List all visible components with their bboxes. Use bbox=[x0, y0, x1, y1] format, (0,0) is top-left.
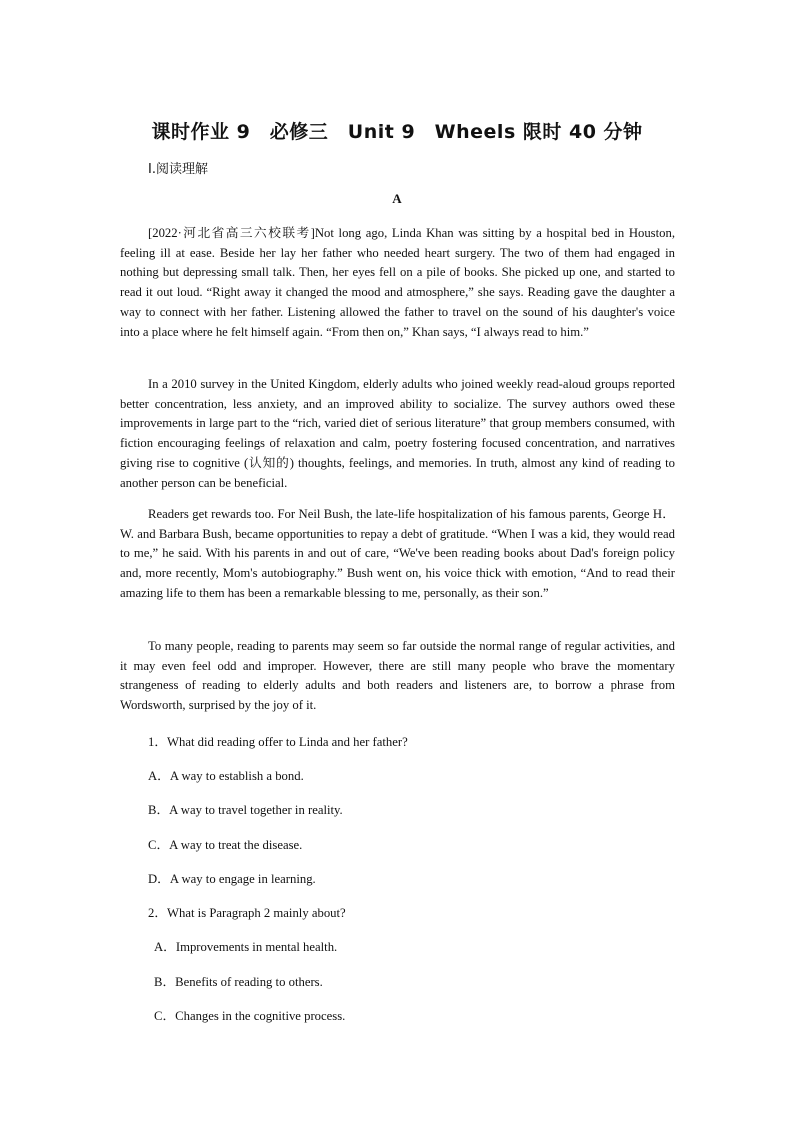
section-label: Ⅰ.阅读理解 bbox=[148, 162, 208, 177]
question-1-stem: 1．What did reading offer to Linda and her father? bbox=[148, 735, 408, 749]
page-title: 课时作业 9 必修三 Unit 9 Wheels 限时 40 分钟 bbox=[151, 121, 643, 143]
question-2-option-b: B．Benefits of reading to others. bbox=[154, 975, 323, 989]
question-1-option-b: B．A way to travel together in reality. bbox=[148, 803, 343, 817]
passage-paragraph-1: [2022·河北省高三六校联考]Not long ago, Linda Khan was sitting by a hospital bed in Houston, feeling ill at ease. Beside her lay her father who needed heart surgery. The two of them had engaged in nothing but depressing small talk. Then, her eyes fell on a pile of books. She picked up one, and started to read it out loud. “Right away it changed the mood and atmosphere,” she says. Reading gave the daughter a way to connect with her father. Listening allowed the father to travel on the sound of his daughter's voice into a place where he felt himself again. “From then on,” Khan says, “I always read to him.” bbox=[120, 226, 675, 339]
passage-paragraph-2: In a 2010 survey in the United Kingdom, elderly adults who joined weekly read-aloud groups reported better concentration, less anxiety, and an improved ability to socialize. The survey authors owed these improvements in large part to the “rich, varied diet of serious literature” that group members consumed, with fiction encouraging feelings of relaxation and calm, poetry fostering focused concentration, and narratives giving rise to cognitive (认知的) thoughts, feelings, and memories. In truth, almost any kind of reading to another person can be beneficial. bbox=[120, 377, 675, 490]
passage-label: A bbox=[392, 191, 402, 206]
question-2-option-a: A．Improvements in mental health. bbox=[154, 940, 338, 954]
question-2-option-c: C．Changes in the cognitive process. bbox=[154, 1009, 346, 1023]
question-2-stem: 2．What is Paragraph 2 mainly about? bbox=[148, 906, 346, 920]
question-1-option-d: D．A way to engage in learning. bbox=[148, 872, 316, 886]
question-1-option-c: C．A way to treat the disease. bbox=[148, 838, 303, 852]
passage-paragraph-3: Readers get rewards too. For Neil Bush, the late-life hospitalization of his famous parents, George H．W. and Barbara Bush, became opportunities to repay a debt of gratitude. “When I was a kid, they would read to me,” he said. With his parents in and out of care, “We've been reading books about Dad's foreign policy and, more recently, Mom's autobiography.” Bush went on, his voice thick with emotion, “And to read their amazing life to them has been a remarkable blessing to me, personally, as their son.” bbox=[120, 507, 675, 600]
passage-paragraph-4: To many people, reading to parents may seem so far outside the normal range of regular activities, and it may even feel odd and improper. However, there are still many people who brave the momentary strangeness of reading to elderly adults and both readers and listeners are, to borrow a phrase from Wordsworth, surprised by the joy of it. bbox=[120, 639, 675, 713]
question-1-option-a: A．A way to establish a bond. bbox=[148, 769, 304, 783]
